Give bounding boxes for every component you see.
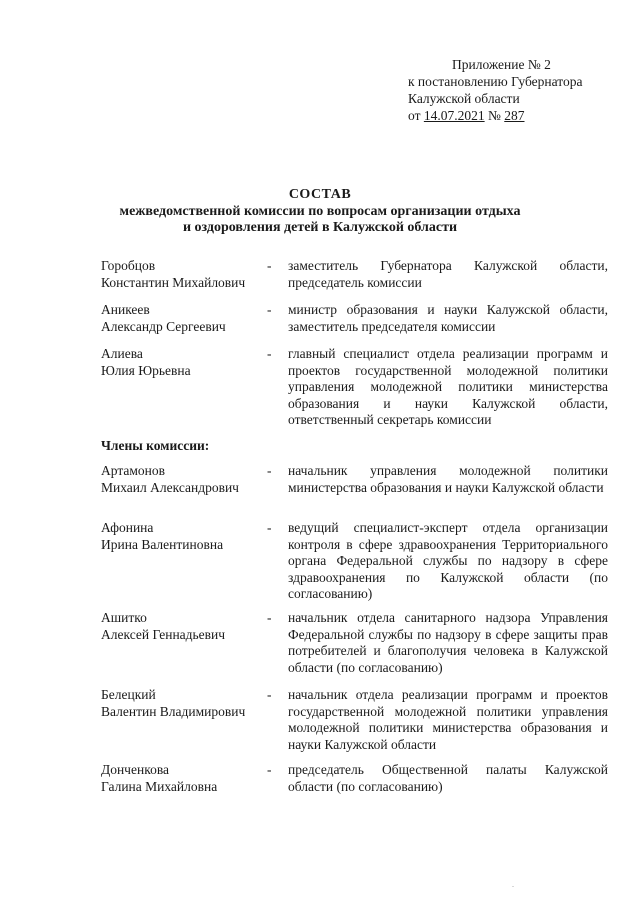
dash: - bbox=[267, 346, 272, 361]
annex-header bbox=[408, 56, 582, 124]
position-description: председатель Общественной палаты Калужской области (по согласованию) bbox=[288, 762, 608, 794]
given-names: Галина Михайловна bbox=[101, 778, 218, 794]
position-description: ведущий специалист-эксперт отдела организации контроля в сфере здравоохранения Территориального органа Федеральной службы по надзору в сфере здравоохранения по Калужской области (по согласованию) bbox=[288, 520, 608, 602]
document-title bbox=[0, 187, 640, 237]
person-name bbox=[101, 610, 271, 643]
surname: Афонина bbox=[101, 520, 154, 535]
annex-date-line bbox=[408, 107, 582, 124]
person-name bbox=[101, 302, 271, 335]
title-main: СОСТАВ bbox=[288, 187, 352, 202]
given-names: Константин Михайлович bbox=[101, 274, 246, 290]
surname: Аникеев bbox=[101, 302, 150, 317]
annex-title: Приложение № 2 bbox=[452, 57, 551, 72]
dash: - bbox=[267, 302, 272, 317]
surname: Донченкова bbox=[101, 762, 170, 777]
given-names: Юлия Юрьевна bbox=[101, 362, 191, 378]
person-name bbox=[101, 258, 271, 291]
annex-number-prefix: № bbox=[484, 108, 505, 123]
position-description: министр образования и науки Калужской области, заместитель председателя комиссии bbox=[288, 302, 608, 334]
annex-number: 287 bbox=[504, 108, 525, 123]
surname: Белецкий bbox=[101, 687, 156, 702]
person-name bbox=[101, 520, 271, 553]
surname: Артамонов bbox=[101, 463, 166, 478]
scan-mark: . bbox=[512, 880, 514, 889]
person-name bbox=[101, 687, 271, 720]
person-name bbox=[101, 463, 271, 496]
given-names: Алексей Геннадьевич bbox=[101, 626, 226, 642]
dash: - bbox=[267, 610, 272, 625]
surname: Ашитко bbox=[101, 610, 147, 625]
title-subtitle-line1: межведомственной комиссии по вопросам организации отдыха bbox=[119, 203, 521, 219]
members-heading: Члены комиссии: bbox=[101, 438, 210, 453]
dash: - bbox=[267, 687, 272, 702]
position-description: начальник управления молодежной политики министерства образования и науки Калужской области bbox=[288, 463, 608, 495]
given-names: Ирина Валентиновна bbox=[101, 536, 224, 552]
position-description: заместитель Губернатора Калужской области, председатель комиссии bbox=[288, 258, 608, 290]
person-name bbox=[101, 762, 271, 795]
dash: - bbox=[267, 463, 272, 478]
given-names: Михаил Александрович bbox=[101, 479, 239, 495]
position-description: начальник отдела санитарного надзора Управления Федеральной службы по надзору в сфере защиты прав потребителей и благополучия человека в Калужской области (по согласованию) bbox=[288, 610, 608, 675]
annex-region: Калужской области bbox=[408, 91, 520, 106]
dash: - bbox=[267, 520, 272, 535]
annex-resolution: к постановлению Губернатора bbox=[408, 74, 583, 89]
position-description: главный специалист отдела реализации программ и проектов государственной молодежной политики управления молодежной политики министерства образования и науки Калужской области, ответственный секретарь комиссии bbox=[288, 346, 608, 428]
dash: - bbox=[267, 258, 272, 273]
person-name bbox=[101, 346, 271, 379]
title-subtitle-line2: и оздоровления детей в Калужской области bbox=[182, 220, 458, 235]
given-names: Валентин Владимирович bbox=[101, 703, 246, 719]
dash: - bbox=[267, 762, 272, 777]
position-description: начальник отдела реализации программ и проектов государственной молодежной политики управления молодежной политики министерства образования и науки Калужской области bbox=[288, 687, 608, 752]
surname: Горобцов bbox=[101, 258, 156, 273]
annex-date-prefix: от bbox=[408, 108, 424, 123]
surname: Алиева bbox=[101, 346, 143, 361]
annex-date: 14.07.2021 bbox=[423, 108, 485, 123]
given-names: Александр Сергеевич bbox=[101, 318, 226, 334]
